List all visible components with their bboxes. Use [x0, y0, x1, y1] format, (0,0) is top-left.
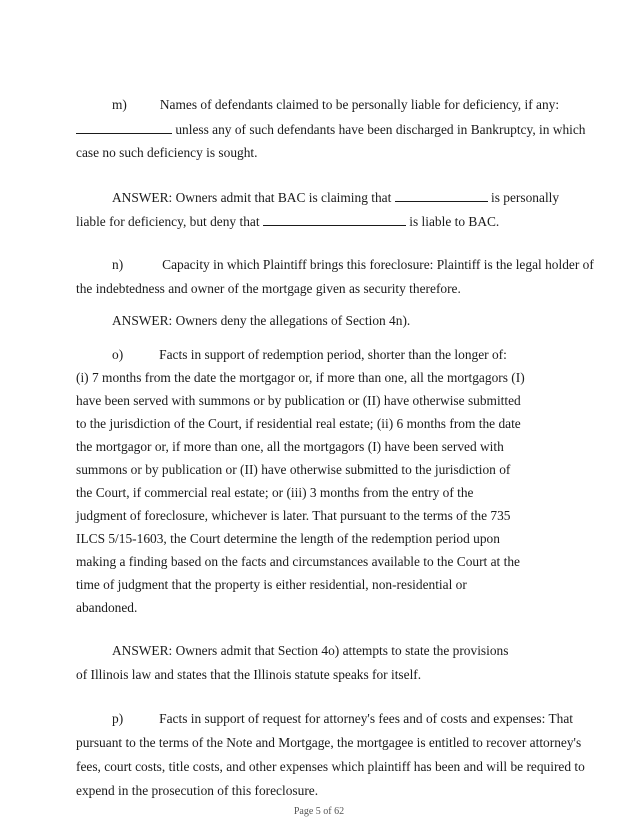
- section-p-line4: expend in the prosecution of this foreclosure.: [76, 783, 319, 798]
- section-o-body-line: the Court, if commercial real estate; or (iii) 3 months from the entry of the: [76, 485, 474, 500]
- section-o-body-line: time of judgment that the property is either residential, non-residential or: [76, 577, 467, 592]
- blank-defendants: [76, 121, 172, 134]
- section-o-answer-line2: of Illinois law and states that the Illinois statute speaks for itself.: [76, 667, 422, 682]
- section-p-line2: pursuant to the terms of the Note and Mortgage, the mortgagee is entitled to recover attorney's: [76, 735, 582, 750]
- answer-m-line1-before: ANSWER: Owners admit that BAC is claiming that: [112, 190, 395, 205]
- section-p-heading: [112, 711, 573, 727]
- section-n-label: n): [112, 257, 124, 272]
- answer-m-line2-after: is liable to BAC.: [405, 214, 500, 229]
- section-m-heading: [112, 97, 559, 113]
- section-o-body-line: making a finding based on the facts and circumstances available to the Court at the: [76, 554, 520, 569]
- page-number: Page 5 of 62: [293, 806, 345, 817]
- section-n-answer: ANSWER: Owners deny the allegations of Section 4n).: [112, 313, 411, 328]
- section-p-label: p): [112, 711, 124, 726]
- section-m-line3: case no such deficiency is sought.: [76, 145, 258, 160]
- section-m-answer-line1: [112, 189, 559, 206]
- answer-m-line2-before: liable for deficiency, but deny that: [76, 214, 263, 229]
- section-m-line1: Names of defendants claimed to be personally liable for deficiency, if any:: [159, 97, 560, 112]
- section-o-body-line: summons or by publication or (II) have otherwise submitted to the jurisdiction of: [76, 462, 511, 477]
- section-o-body-line: have been served with summons or by publication or (II) have otherwise submitted: [76, 393, 521, 408]
- section-o-heading: [112, 347, 507, 363]
- section-o-answer-line1: ANSWER: Owners admit that Section 4o) attempts to state the provisions: [112, 643, 509, 658]
- section-n-heading: [112, 257, 594, 273]
- blank-denied-party: [263, 213, 406, 226]
- section-o-body-line: abandoned.: [76, 600, 138, 615]
- section-o-body-line: to the jurisdiction of the Court, if residential real estate; (ii) 6 months from the date: [76, 416, 521, 431]
- section-m-answer-line2: [76, 213, 499, 230]
- section-m-line2-text: unless any of such defendants have been discharged in Bankruptcy, in which: [172, 122, 586, 137]
- section-o-body-line: ILCS 5/15-1603, the Court determine the length of the redemption period upon: [76, 531, 500, 546]
- section-o-label: o): [112, 347, 124, 362]
- section-m-line2: [76, 121, 586, 138]
- section-o-body-line: the mortgagor or, if more than one, all the mortgagors (I) have been served with: [76, 439, 504, 454]
- section-o-body-line: (i) 7 months from the date the mortgagor or, if more than one, all the mortgagors (I): [76, 370, 525, 385]
- section-n-line2: the indebtedness and owner of the mortgage given as security therefore.: [76, 281, 461, 296]
- section-p-line1: Facts in support of request for attorney's fees and of costs and expenses: That: [159, 711, 573, 726]
- section-p-line3: fees, court costs, title costs, and other expenses which plaintiff has been and will be required to: [76, 759, 585, 774]
- section-o-line1: Facts in support of redemption period, shorter than the longer of:: [159, 347, 507, 362]
- section-n-line1: Capacity in which Plaintiff brings this foreclosure: Plaintiff is the legal holder of: [162, 257, 594, 272]
- section-o-body-line: judgment of foreclosure, whichever is later. That pursuant to the terms of the 735: [76, 508, 511, 523]
- section-m-label: m): [112, 97, 127, 112]
- answer-m-line1-after: is personally: [487, 190, 560, 205]
- blank-claimed-party: [395, 189, 488, 202]
